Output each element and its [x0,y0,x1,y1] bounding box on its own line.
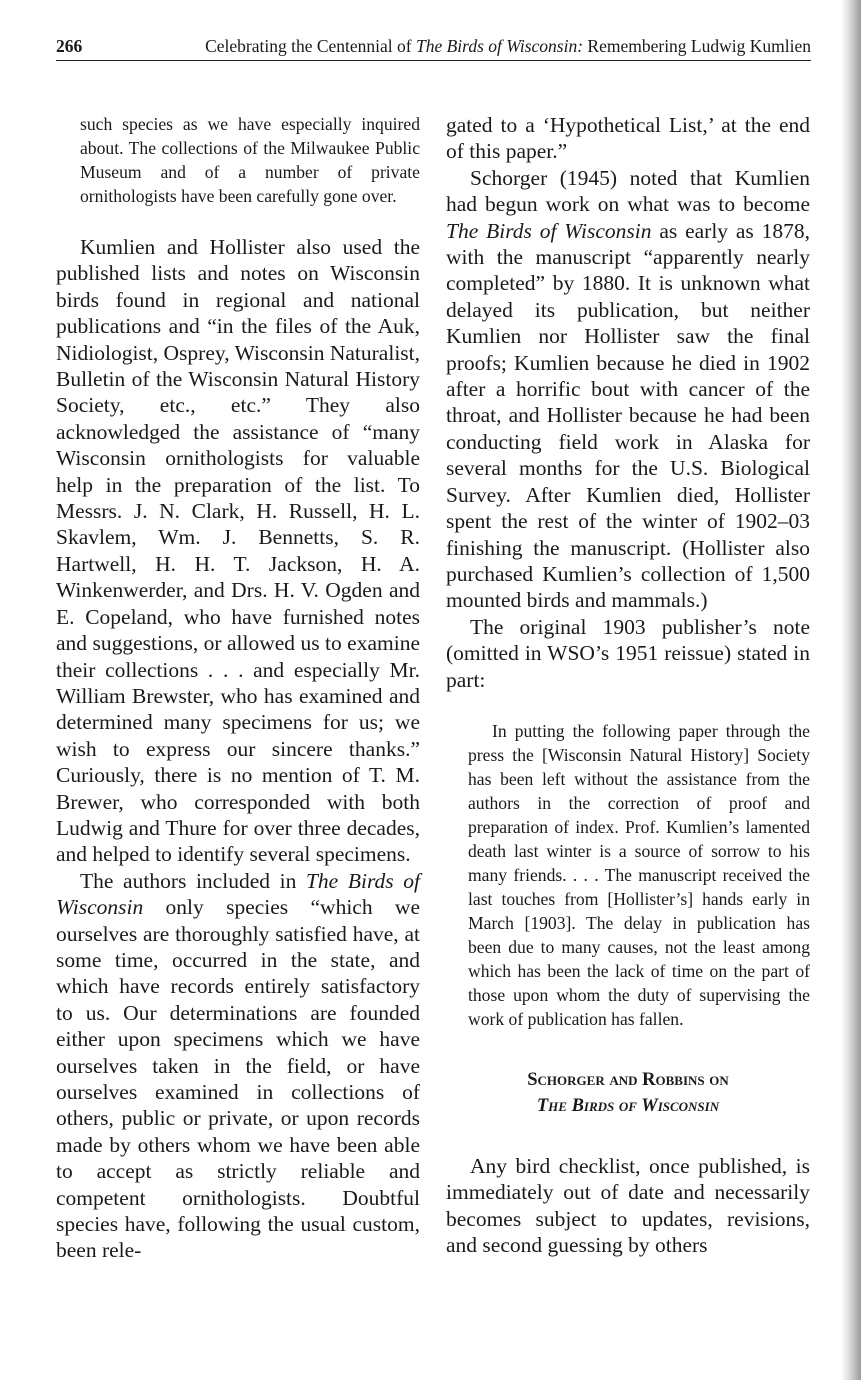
page-number: 266 [56,36,83,56]
paragraph-hypothetical-list: gated to a ‘Hypothetical List,’ at the end of this paper.” [446,113,810,164]
running-head [56,34,811,61]
running-head-title-start: Celebrating the Centennial of [205,36,416,56]
paragraph-publisher-note: The original 1903 publisher’s note (omitted in WSO’s 1951 reissue) stated in part: [446,614,810,692]
authors-text-end: only species “which we ourselves are thoroughly satisfied have, at some time, occurred in the state, and which have records entirely satisfactory to us. Our determinations are founded either upon specimens which we have ourselves taken in the field, or have ourselves examined in collections of others, public or private, or upon records made by others whom we have been able to accept as strictly reliable and competent ornithologists. Doubtful species have, following the usual custom, been rele- [56,895,420,1263]
section-heading-line-1: Schorger and Robbins on [527,1069,729,1090]
running-head-title [205,34,811,58]
right-column [446,112,810,1259]
running-head-book-title: The Birds of Wisconsin: [415,36,584,56]
schorger-text-end: as early as 1878, with the manuscript “apparently nearly completed” by 1880. It is unknown what delayed its publication, but neither Kumlien nor Hollister saw the final proofs; Kumlien because he died in 1902 after a horrific bout with cancer of the throat, and Hollister because he had been conducting field work in Alaska for several months for the U.S. Biological Survey. After Kumlien died, Hollister spent the rest of the winter of 1902–03 finishing the manuscript. (Hollister also purchased Kumlien’s collection of 1,500 mounted birds and mammals.) [446,218,810,613]
schorger-text-start: Schorger (1945) noted that Kumlien had begun work on what was to become [446,165,810,217]
schorger-book-title: The Birds of Wisconsin [446,218,652,243]
paragraph-acknowledgements: Kumlien and Hollister also used the published lists and notes on Wisconsin birds found in regional and national publications and “in the files of the Auk, Nidiologist, Osprey, Wisconsin Naturalist, Bulletin of the Wisconsin Natural History Society, etc., etc.” They also acknowledged the assistance of “many Wisconsin ornithologists for valuable help in the preparation of the list. To Messrs. J. N. Clark, H. Russell, H. L. Skavlem, Wm. J. Bennetts, S. R. Hartwell, H. H. T. Jackson, H. A. Winkenwerder, and Drs. H. V. Ogden and E. Copeland, who have furnished notes and suggestions, or allowed us to examine their collections . . . and especially Mr. William Brewster, who has examined and determined many specimens for us; we wish to express our sincere thanks.” Curiously, there is no mention of T. M. Brewer, who corresponded with both Ludwig and Thure for over three decades, and helped to identify several specimens. [56,235,421,867]
section-heading [446,1067,810,1119]
running-head-title-end: Remembering Ludwig Kumlien [583,36,811,56]
block-quote-continuation: such species as we have especially inquired about. The collections of the Milwaukee Public Museum and of a number of private ornithologists have been carefully gone over. [80,114,420,206]
paragraph-checklist: Any bird checklist, once published, is immediately out of date and necessarily becomes subject to updates, revisions, and second guessing by others [446,1153,810,1258]
authors-text-start: The authors included in [80,868,306,893]
paragraph-schorger-1945 [446,165,810,614]
authors-book-title: The Birds of Wisconsin [56,868,420,920]
paragraph-gap [56,208,420,234]
section-heading-line-2: The Birds of Wisconsin [536,1095,720,1116]
left-column [56,112,420,1264]
block-quote-publisher: In putting the following paper through the press the [Wisconsin Natural History] Society has been left without the assistance from the authors in the correction of proof and preparation of index. Prof. Kumlien’s lamented death last winter is a source of sorrow to his many friends. . . . The manuscript received the last touches from [Hollister’s] hands early in March [1903]. The delay in publication has been due to many causes, not the least among which has been the lack of time on the part of those upon whom the duty of supervising the work of publication has fallen. [468,720,810,1029]
page-edge-shadow [841,0,861,1380]
paragraph-authors-criteria [56,868,420,1264]
